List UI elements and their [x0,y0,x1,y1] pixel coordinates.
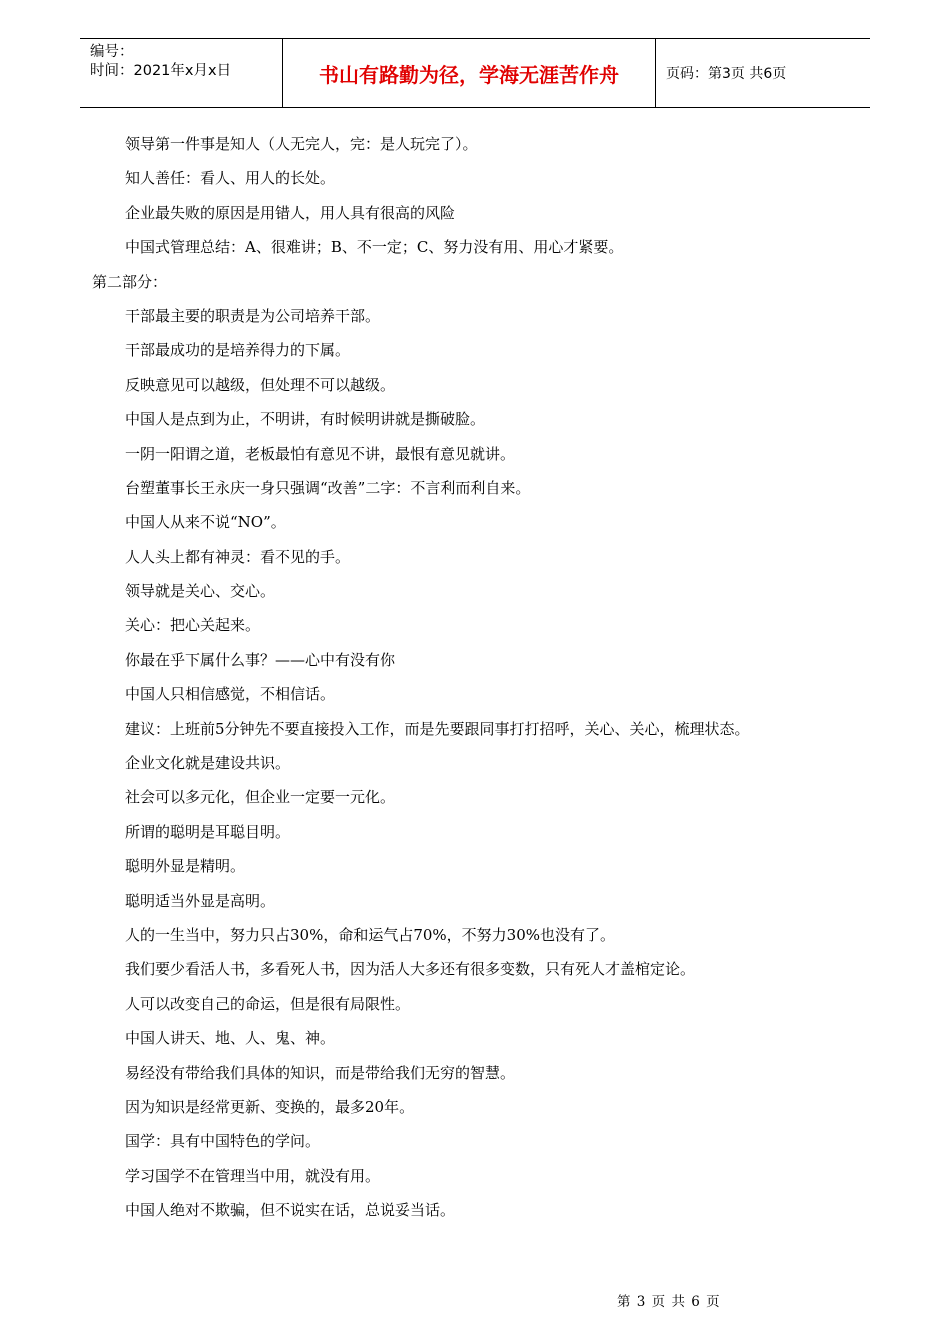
text-line: 中国人从来不说“NO”。 [125,513,286,532]
text-line: 人人头上都有神灵：看不见的手。 [125,547,351,566]
text-line: 干部最主要的职责是为公司培养干部。 [125,306,381,325]
page-header [80,38,870,108]
text-line: 干部最成功的是培养得力的下属。 [125,341,351,360]
text-line: 关心：把心关起来。 [125,616,261,635]
document-number-label: 编号： [90,44,134,60]
text-line: 社会可以多元化，但企业一定要一元化。 [125,788,396,807]
text-line: 中国人只相信感觉，不相信话。 [125,685,336,704]
text-line: 我们要少看活人书，多看死人书，因为活人大多还有很多变数，只有死人才盖棺定论。 [125,960,696,979]
section-heading: 第二部分： [92,272,168,291]
text-line: 台塑董事长王永庆一身只强调“改善”二字：不言利而利自来。 [125,478,531,497]
text-line: 聪明适当外显是高明。 [125,891,276,910]
text-line: 人可以改变自己的命运，但是很有局限性。 [125,994,411,1013]
text-line: 所谓的聪明是耳聪目明。 [125,822,291,841]
header-page-number: 页码：第3页 共6页 [666,66,787,82]
text-line: 中国人是点到为止，不明讲，有时候明讲就是撕破脸。 [125,410,486,429]
text-line: 建议：上班前5分钟先不要直接投入工作，而是先要跟同事打打招呼，关心、关心，梳理状态。 [125,719,750,738]
text-line: 因为知识是经常更新、变换的，最多20年。 [125,1097,415,1116]
text-line: 知人善任：看人、用人的长处。 [125,169,336,188]
text-line: 企业文化就是建设共识。 [125,754,291,773]
text-line: 人的一生当中，努力只占30%，命和运气占70%，不努力30%也没有了。 [125,925,616,944]
document-body [92,131,852,1232]
text-line: 易经没有带给我们具体的知识，而是带给我们无穷的智慧。 [125,1063,516,1082]
text-line: 企业最失败的原因是用错人，用人具有很高的风险 [125,203,456,222]
header-motto: 书山有路勤为径，学海无涯苦作舟 [282,39,656,107]
header-meta [80,39,282,107]
page-footer: 第 3 页 共 6 页 [617,1294,721,1310]
text-line: 领导第一件事是知人（人无完人，完：是人玩完了）。 [125,135,478,153]
text-line: 一阴一阳谓之道，老板最怕有意见不讲，最恨有意见就讲。 [125,444,516,463]
document-date-label: 时间：2021年x月x日 [90,63,232,79]
text-line: 你最在乎下属什么事？——心中有没有你 [125,650,396,669]
text-line: 领导就是关心、交心。 [125,582,276,601]
text-line: 反映意见可以越级，但处理不可以越级。 [125,375,396,394]
text-line: 国学：具有中国特色的学问。 [125,1132,321,1151]
text-line: 学习国学不在管理当中用，就没有用。 [125,1166,381,1185]
text-line: 中国式管理总结：A、很难讲；B、不一定；C、努力没有用、用心才紧要。 [125,238,624,257]
text-line: 中国人讲天、地、人、鬼、神。 [125,1029,336,1048]
text-line: 中国人绝对不欺骗，但不说实在话，总说妥当话。 [125,1201,456,1220]
text-line: 聪明外显是精明。 [125,857,246,876]
